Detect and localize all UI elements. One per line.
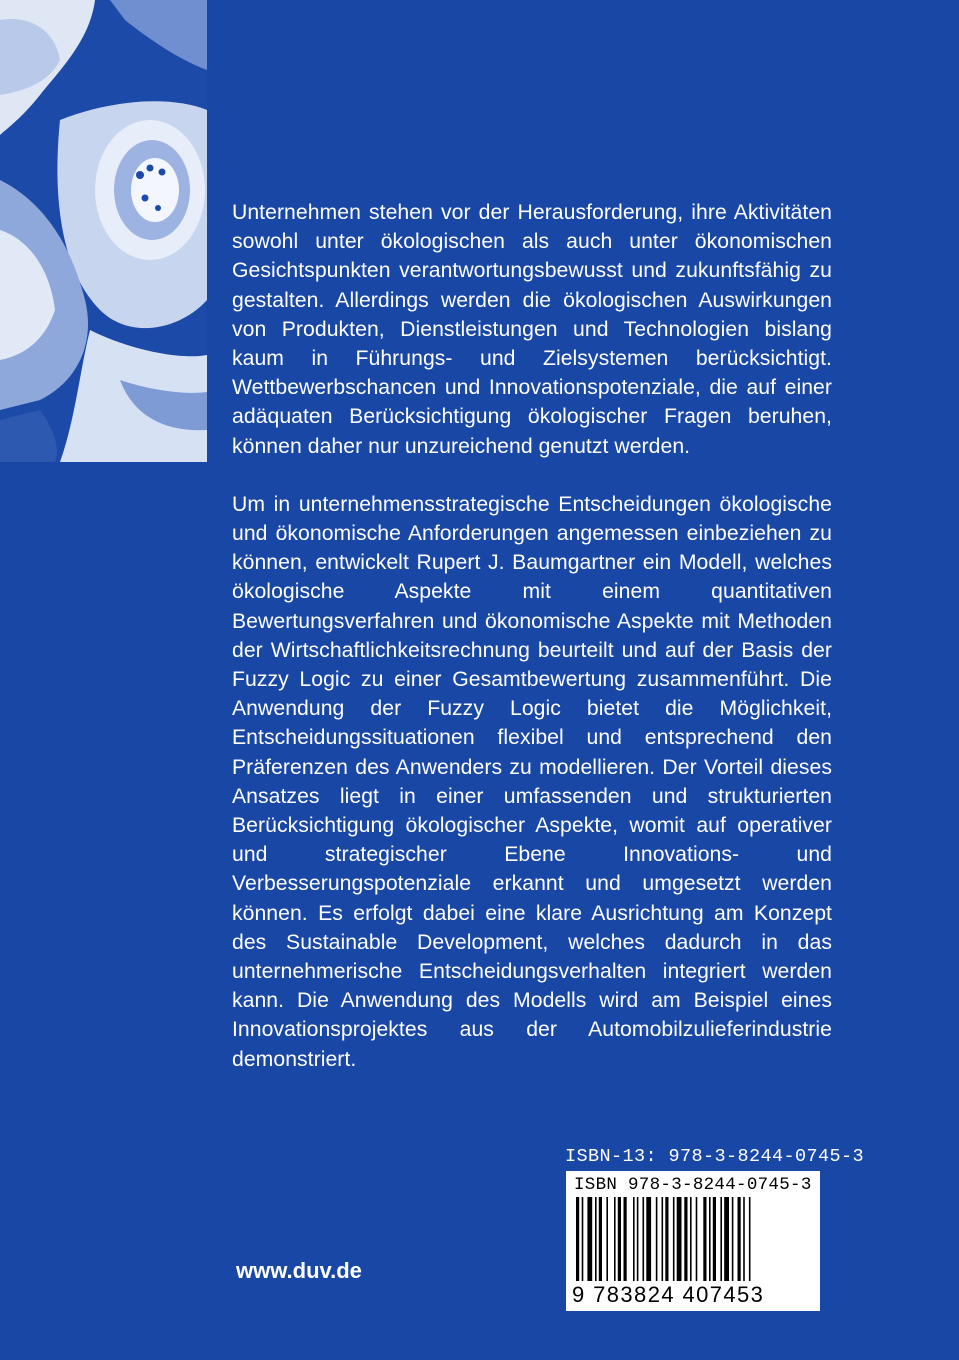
barcode-bar [637, 1197, 639, 1281]
barcode-top-text: ISBN 978-3-8244-0745-3 [574, 1175, 812, 1195]
barcode-bar [684, 1197, 687, 1281]
barcode-bar [738, 1197, 741, 1281]
barcode-bar [662, 1197, 664, 1281]
description-text [232, 198, 832, 1074]
cover-photo [0, 0, 207, 462]
barcode-bar [703, 1197, 706, 1281]
barcode-bars [574, 1197, 812, 1281]
barcode-bar [690, 1197, 692, 1281]
barcode-bottom-text: 9 783824 407453 [572, 1282, 765, 1307]
barcode-bar [624, 1197, 627, 1281]
barcode-bar [618, 1197, 621, 1281]
barcode [566, 1171, 820, 1311]
barcode-bar [606, 1197, 608, 1281]
barcode-bar [643, 1197, 645, 1281]
website-url: www.duv.de [236, 1258, 362, 1283]
barcode-bar [646, 1197, 651, 1281]
barcode-bar [665, 1197, 668, 1281]
paragraph: Unternehmen stehen vor der Herausforderung, ihre Aktivitäten sowohl unter ökologischen als auch unter ökonomischen Gesichtspunkten verantwortungsbewusst und zukunftsfähig zu gestalten. Allerdings werden die ökologischen Auswirkungen von Produkten, Dienstleistungen und Technologien bislang kaum in Führungs- und Zielsystemen berücksichtigt. Wettbewerbschancen und Innovationspotenziale, die auf einer adäquaten Berücksichtigung ökologischer Fragen beruhen, können daher nur unzureichend genutzt werden. [232, 201, 832, 458]
barcode-bar [713, 1197, 716, 1281]
barcode-bar [732, 1197, 734, 1281]
barcode-bar [696, 1197, 698, 1281]
isbn-label: ISBN-13: 978-3-8244-0745-3 [565, 1146, 865, 1167]
barcode-bar [743, 1197, 745, 1281]
barcode-bar [599, 1197, 602, 1281]
barcode-bar [576, 1197, 579, 1281]
barcode-bar [614, 1197, 616, 1281]
barcode-bar [709, 1197, 711, 1281]
paragraph: Um in unternehmensstrategische Entscheidungen ökologische und ökonomische Anforderungen angemessen einbeziehen zu können, entwickelt Rupert J. Baumgartner ein Modell, welches ökologische Aspekte mit einem quantitativen Bewertungsverfahren und ökonomische Aspekte mit Methoden der Wirtschaftlichkeitsrechnung beurteilt und auf der Basis der Fuzzy Logic zu einer Gesamtbewertung zusammenführt. Die Anwendung der Fuzzy Logic bietet die Möglichkeit, Entscheidungssituationen flexibel und entsprechend den Präferenzen des Anwenders zu modellieren. Der Vorteil dieses Ansatzes liegt in einer umfassenden und strukturierten Berücksichtigung ökologischer Aspekte, womit auf operativer und strategischer Ebene Innovations- und Verbesserungspotenziale erkannt und umgesetzt werden können. Es erfolgt dabei eine klare Ausrichtung am Konzept des Sustainable Development, welches dadurch in das unternehmerische Entscheidungsverhalten integriert werden kann. Die Anwendung des Modells wird am Beispiel eines Innovationsprojektes aus der Automobilzulieferindustrie demonstriert. [232, 492, 832, 1071]
barcode-bar [595, 1197, 597, 1281]
barcode-bar [656, 1197, 658, 1281]
barcode-bar [724, 1197, 729, 1281]
barcode-bar [587, 1197, 592, 1281]
barcode-bar [673, 1197, 675, 1281]
barcode-bar [582, 1197, 584, 1281]
barcode-bar [677, 1197, 682, 1281]
barcode-bar [633, 1197, 635, 1281]
barcode-bar [720, 1197, 722, 1281]
barcode-bar [749, 1197, 751, 1281]
